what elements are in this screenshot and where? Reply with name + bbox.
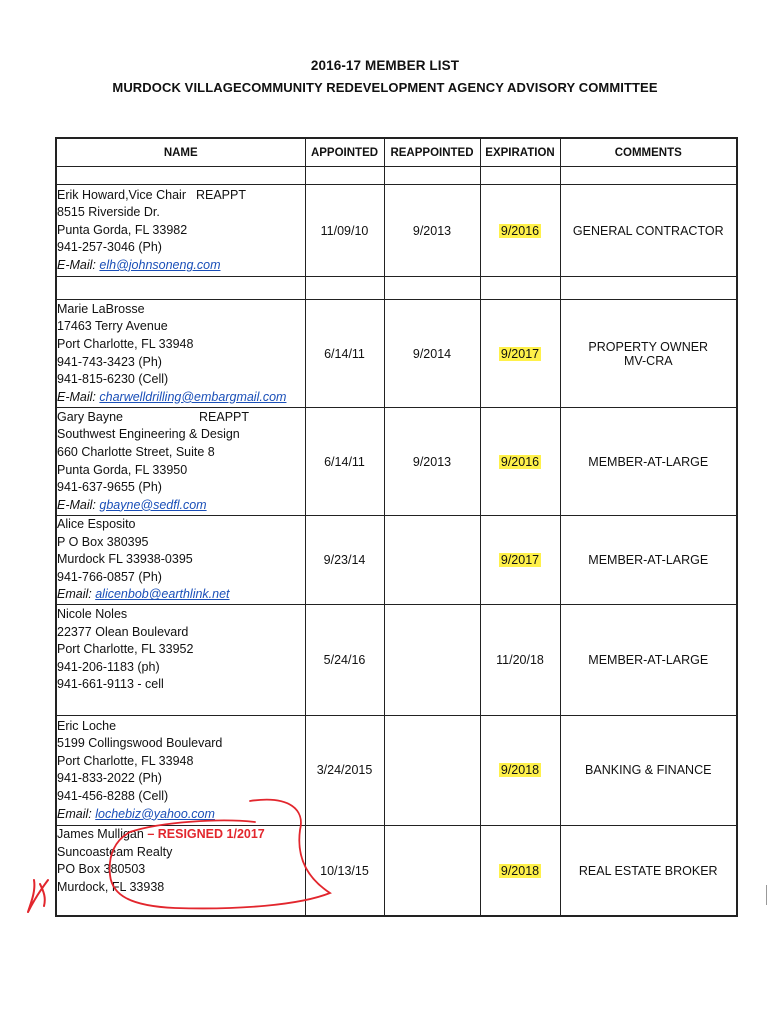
address-line: 17463 Terry Avenue <box>57 319 168 334</box>
phone-line: 941-766-0857 (Ph) <box>57 569 162 584</box>
reappointed-cell <box>384 715 480 825</box>
expiration-value: 9/2018 <box>500 763 540 778</box>
reappointed-cell: 9/2014 <box>384 300 480 408</box>
email-link[interactable]: charwelldrilling@embargmail.com <box>99 389 287 404</box>
phone-line: 941-257-3046 (Ph) <box>57 240 162 255</box>
table-row <box>56 825 737 916</box>
header-comments: COMMENTS <box>560 138 737 167</box>
email-label: Email: <box>57 806 92 821</box>
address-line: Murdock, FL 33938 <box>57 879 165 894</box>
table-row <box>56 516 737 605</box>
company-line: Suncoasteam Realty <box>57 844 173 859</box>
member-info <box>56 185 305 277</box>
expiration-cell <box>480 300 560 408</box>
member-name: Eric Loche <box>57 718 117 733</box>
address-line: 5199 Collingswood Boulevard <box>57 736 223 751</box>
member-info <box>56 516 305 605</box>
email-link[interactable]: elh@johnsoneng.com <box>99 257 221 272</box>
address-line: Punta Gorda, FL 33982 <box>57 222 188 237</box>
member-name: Marie LaBrosse <box>57 301 145 316</box>
table-row <box>56 604 737 715</box>
appointed-cell: 3/24/2015 <box>305 715 384 825</box>
address-line: 22377 Olean Boulevard <box>57 624 189 639</box>
comment-line: PROPERTY OWNER <box>588 339 709 354</box>
spacer-row <box>56 277 737 300</box>
expiration-cell <box>480 516 560 605</box>
reappt-tag: REAPPT <box>199 409 250 424</box>
expiration-cell <box>480 825 560 916</box>
address-line: 660 Charlotte Street, Suite 8 <box>57 444 215 459</box>
email-link[interactable]: lochebiz@yahoo.com <box>95 806 215 821</box>
header-row <box>56 138 737 167</box>
comment-line: BANKING & FINANCE <box>585 763 712 778</box>
member-info <box>56 604 305 715</box>
document-subtitle: MURDOCK VILLAGECOMMUNITY REDEVELOPMENT AGENCY ADVISORY COMMITTEE <box>112 80 658 95</box>
comment-line: MEMBER-AT-LARGE <box>588 552 709 567</box>
email-label: E-Mail: <box>57 257 96 272</box>
address-line: Port Charlotte, FL 33948 <box>57 753 194 768</box>
comment-line: MEMBER-AT-LARGE <box>588 652 709 667</box>
comments-cell <box>560 300 737 408</box>
email-link[interactable]: gbayne@sedfl.com <box>99 497 207 512</box>
email-label: Email: <box>57 587 92 602</box>
comment-line: REAL ESTATE BROKER <box>578 863 718 878</box>
table-row <box>56 408 737 516</box>
member-info <box>56 408 305 516</box>
email-label: E-Mail: <box>57 497 96 512</box>
expiration-cell <box>480 604 560 715</box>
reappt-tag: REAPPT <box>195 187 246 202</box>
expiration-value: 9/2016 <box>500 454 540 469</box>
comments-cell <box>560 715 737 825</box>
phone-line: 941-815-6230 (Cell) <box>57 372 169 387</box>
spacer-row <box>56 167 737 185</box>
member-name: Nicole Noles <box>57 606 128 621</box>
address-line: Punta Gorda, FL 33950 <box>57 462 188 477</box>
comments-cell <box>560 516 737 605</box>
address-line: 8515 Riverside Dr. <box>57 205 160 220</box>
red-initial-mark <box>28 880 48 912</box>
member-name: Alice Esposito <box>57 517 136 531</box>
appointed-cell: 6/14/11 <box>305 408 384 516</box>
expiration-cell <box>480 408 560 516</box>
member-info <box>56 300 305 408</box>
member-name: James Mulligan <box>57 826 144 841</box>
member-info <box>56 825 305 916</box>
expiration-cell <box>480 185 560 277</box>
comment-line: MV-CRA <box>623 353 673 368</box>
document-title: 2016-17 MEMBER LIST <box>310 58 460 73</box>
email-label: E-Mail: <box>57 389 96 404</box>
expiration-value: 9/2017 <box>500 346 540 361</box>
reappointed-cell <box>384 825 480 916</box>
appointed-cell: 11/09/10 <box>305 185 384 277</box>
member-name: Gary Bayne <box>57 409 124 424</box>
comments-cell <box>560 408 737 516</box>
table-row <box>56 185 737 277</box>
comments-cell <box>560 604 737 715</box>
comments-cell <box>560 825 737 916</box>
phone-line: 941-833-2022 (Ph) <box>57 771 162 786</box>
comments-cell <box>560 185 737 277</box>
header-name: NAME <box>56 138 305 167</box>
phone-line: 941-456-8288 (Cell) <box>57 789 169 804</box>
reappointed-cell: 9/2013 <box>384 408 480 516</box>
resigned-note: – RESIGNED 1/2017 <box>147 826 265 841</box>
address-line: Murdock FL 33938-0395 <box>57 552 193 567</box>
expiration-cell <box>480 715 560 825</box>
header-appointed: APPOINTED <box>305 138 384 167</box>
appointed-cell: 6/14/11 <box>305 300 384 408</box>
phone-line: 941-743-3423 (Ph) <box>57 354 162 369</box>
company-line: Southwest Engineering & Design <box>57 427 240 442</box>
member-table <box>55 137 738 917</box>
expiration-value: 11/20/18 <box>496 652 544 667</box>
scan-margin-mark <box>766 885 767 905</box>
comment-line: GENERAL CONTRACTOR <box>572 223 724 238</box>
appointed-cell: 5/24/16 <box>305 604 384 715</box>
phone-line: 941-661-9113 - cell <box>57 677 164 692</box>
expiration-value: 9/2016 <box>500 223 540 238</box>
table-row <box>56 715 737 825</box>
appointed-cell: 10/13/15 <box>305 825 384 916</box>
address-line: Port Charlotte, FL 33952 <box>57 642 194 657</box>
member-name: Erik Howard,Vice Chair <box>57 187 186 202</box>
header-expiration: EXPIRATION <box>480 138 560 167</box>
address-line: P O Box 380395 <box>57 534 149 549</box>
phone-line: 941-206-1183 (ph) <box>57 659 160 674</box>
appointed-cell: 9/23/14 <box>305 516 384 605</box>
expiration-value: 9/2018 <box>500 863 540 878</box>
comment-line: MEMBER-AT-LARGE <box>588 454 709 469</box>
reappointed-cell: 9/2013 <box>384 185 480 277</box>
reappointed-cell <box>384 604 480 715</box>
email-link[interactable]: alicenbob@earthlink.net <box>95 587 230 602</box>
member-info <box>56 715 305 825</box>
expiration-value: 9/2017 <box>500 552 540 567</box>
header-reappointed: REAPPOINTED <box>384 138 480 167</box>
phone-line: 941-637-9655 (Ph) <box>57 480 162 495</box>
address-line: Port Charlotte, FL 33948 <box>57 336 194 351</box>
address-line: PO Box 380503 <box>57 862 146 877</box>
table-row <box>56 300 737 408</box>
reappointed-cell <box>384 516 480 605</box>
